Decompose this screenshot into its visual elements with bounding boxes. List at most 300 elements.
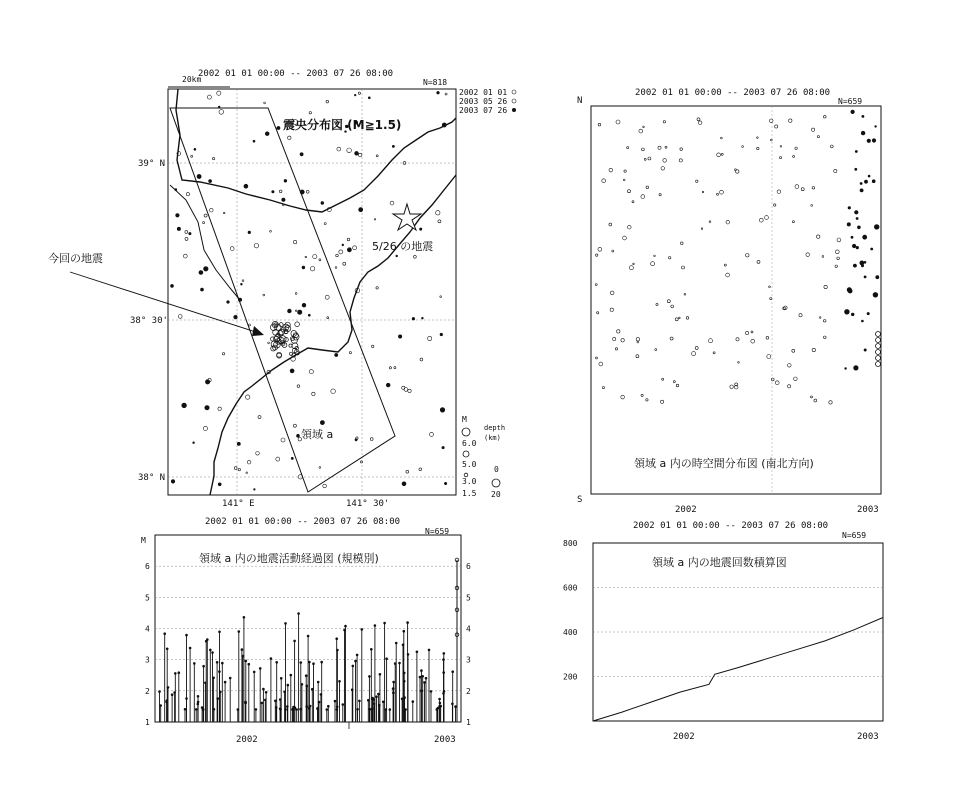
epicenter-dot xyxy=(404,388,408,392)
timespace-dot xyxy=(598,123,601,126)
magtime-bar-head xyxy=(312,662,315,665)
magtime-ytick: 5 xyxy=(145,593,150,603)
timespace-recent-dot xyxy=(854,168,857,171)
epicenter-dot xyxy=(197,174,201,178)
epicenter-dot xyxy=(343,262,346,265)
timespace-dot xyxy=(801,188,804,191)
timespace-dot xyxy=(676,384,679,387)
epicenter-dot xyxy=(209,180,212,183)
magtime-bar-head xyxy=(370,648,373,651)
epicenter-dot xyxy=(237,442,240,445)
magtime-bar-head xyxy=(297,612,300,615)
magtime-bar-head xyxy=(442,658,445,661)
epicenter-dot xyxy=(331,389,336,394)
timespace-dot xyxy=(670,337,673,340)
cumulative-xtick-2002: 2002 xyxy=(673,732,695,742)
magtime-bar-head xyxy=(342,703,345,706)
epicenter-dot xyxy=(234,467,237,470)
timespace-dot xyxy=(811,396,813,398)
timespace-dot xyxy=(794,377,798,381)
epicenter-dot xyxy=(246,472,248,474)
magtime-bar-head xyxy=(275,661,278,664)
timespace-dot xyxy=(621,339,624,342)
timespace-dot xyxy=(770,139,772,141)
magtime-bar-head xyxy=(377,693,380,696)
magtime-bar-head xyxy=(205,640,208,643)
magtime-bar-head xyxy=(245,660,248,663)
timespace-recent-dot xyxy=(872,138,876,142)
timespace-dot xyxy=(751,331,753,333)
magtime-ytick: 1 xyxy=(145,718,150,727)
timespace-dot xyxy=(623,179,625,181)
mag-legend-1-5: 1.5 xyxy=(462,489,477,498)
timespace-dot xyxy=(799,314,802,317)
magtime-header: 2002 01 01 00:00 -- 2003 07 26 08:00 xyxy=(205,517,401,527)
timespace-dot xyxy=(721,153,723,155)
epicenter-dot xyxy=(353,246,357,250)
cumulative-line xyxy=(593,618,883,722)
timespace-dot xyxy=(822,256,824,258)
timespace-recent-dot xyxy=(848,206,851,209)
timespace-dot xyxy=(742,146,744,148)
timespace-recent-dot xyxy=(861,131,865,135)
epicenter-dot xyxy=(244,184,248,188)
epicenter-dot xyxy=(358,92,360,94)
timespace-dot xyxy=(610,291,614,295)
epicenter-dot xyxy=(176,214,180,218)
magtime-bar-head xyxy=(361,628,364,631)
magtime-bar-head xyxy=(398,662,401,665)
magtime-bar-head xyxy=(420,669,423,672)
timespace-recent-dot xyxy=(870,248,873,251)
timespace-dot xyxy=(646,186,649,189)
timespace-dot xyxy=(788,385,791,388)
timespace-dot xyxy=(617,330,620,333)
timespace-dot xyxy=(746,331,749,334)
epicenter-dot xyxy=(241,283,243,285)
epicenter-dot xyxy=(288,309,292,313)
magtime-ytick: 6 xyxy=(145,562,150,572)
epicenter-dot xyxy=(246,395,250,399)
epicenter-dot xyxy=(186,193,189,196)
magtime-bar-head xyxy=(318,701,321,704)
timespace-recent-dot xyxy=(873,292,878,297)
timespace-dot xyxy=(686,317,689,320)
epicenter-dot xyxy=(203,222,205,224)
cumulative-ytick: 800 xyxy=(563,539,578,548)
cumulative-ytick: 600 xyxy=(563,583,578,593)
magtime-bar-head xyxy=(295,708,298,711)
map-header: 2002 01 01 00:00 -- 2003 07 26 08:00 xyxy=(198,69,394,79)
timespace-dot xyxy=(667,300,670,303)
epicenter-dot xyxy=(347,148,352,153)
timespace-dot xyxy=(632,201,634,203)
magtime-count: N=659 xyxy=(425,527,450,536)
epicenter-dot xyxy=(445,93,447,95)
epicenter-map-panel xyxy=(130,69,516,509)
magtime-bar-head xyxy=(293,640,296,643)
annotation-current-quake: 今回の地震 xyxy=(48,252,103,265)
timespace-dot xyxy=(602,179,606,183)
magtime-bar-head xyxy=(229,677,232,680)
magtime-bar-head xyxy=(158,690,161,693)
timespace-dot xyxy=(812,348,815,351)
timespace-dot xyxy=(641,394,643,396)
timespace-cluster-dot xyxy=(876,338,881,343)
epicenter-dot xyxy=(212,157,214,159)
lat-label-38-30: 38° 30' xyxy=(130,316,168,326)
timespace-dot xyxy=(596,357,598,359)
epicenter-dot xyxy=(370,438,373,441)
magtime-bar-head xyxy=(344,625,347,628)
epicenter-dot xyxy=(359,208,363,212)
epicenter-dot xyxy=(442,446,444,448)
epicenter-dot xyxy=(337,147,341,151)
epicenter-dot xyxy=(320,421,324,425)
epicenter-dot xyxy=(272,191,274,193)
epicenter-dot xyxy=(248,231,251,234)
magtime-bar-head xyxy=(392,681,395,684)
magtime-title: 領域 a 内の地震活動経過図 (規模別) xyxy=(199,552,379,565)
epicenter-dot xyxy=(279,190,282,193)
timespace-dot xyxy=(627,147,629,149)
timespace-dot xyxy=(662,378,664,380)
epicenter-dot xyxy=(436,211,440,215)
epicenter-dot xyxy=(282,198,285,201)
timespace-dot xyxy=(837,238,841,242)
epicenter-dot xyxy=(438,220,441,223)
epicenter-dot xyxy=(386,383,390,387)
magtime-bar-head xyxy=(244,702,247,705)
timespace-xtick-2002: 2002 xyxy=(675,505,697,515)
timespace-dot xyxy=(765,216,769,220)
epicenter-dot xyxy=(242,280,244,282)
timespace-dot xyxy=(817,136,819,138)
epicenter-dot xyxy=(182,403,187,408)
epicenter-dot xyxy=(217,91,221,95)
cumulative-ytick: 400 xyxy=(563,628,578,637)
magtime-bar-head xyxy=(166,648,169,651)
magtime-bar-head xyxy=(443,652,446,655)
timespace-cluster-dot xyxy=(876,350,881,355)
timespace-dot xyxy=(621,395,625,399)
epicenter-dot xyxy=(308,314,310,316)
magtime-bar-head xyxy=(241,648,244,651)
epicenter-dot xyxy=(389,367,391,369)
epicenter-dot xyxy=(310,267,314,271)
timespace-recent-dot xyxy=(844,309,849,314)
magtime-bar-head xyxy=(375,695,378,698)
magtime-bar-head xyxy=(336,706,339,709)
epicenter-dot xyxy=(302,266,305,269)
timespace-dot xyxy=(720,190,724,194)
magtime-bar-head xyxy=(309,705,312,708)
magtime-ytick: 4 xyxy=(145,624,150,634)
epicenter-dot xyxy=(254,244,258,248)
epicenter-dot xyxy=(302,303,306,307)
epicenter-dot xyxy=(347,238,350,241)
magtime-bar-head xyxy=(423,681,426,684)
epicenter-dot xyxy=(218,106,220,108)
timespace-dot xyxy=(681,242,684,245)
epicenter-dot xyxy=(312,392,315,395)
legend-date-3: 2003 07 26 xyxy=(459,106,508,115)
epicenter-dot xyxy=(284,179,287,182)
epicenter-dot xyxy=(422,317,424,319)
timespace-dot xyxy=(724,264,726,266)
magtime-bar-head xyxy=(371,698,374,701)
timespace-dot xyxy=(779,157,781,159)
epicenter-dot xyxy=(319,467,321,469)
timespace-dot xyxy=(717,153,721,157)
epicenter-dot xyxy=(440,296,442,298)
timespace-dot xyxy=(641,195,645,199)
timespace-count: N=659 xyxy=(838,97,863,106)
epicenter-dot xyxy=(290,369,294,373)
timespace-dot xyxy=(746,254,749,257)
timespace-dot xyxy=(679,317,681,319)
epicenter-dot xyxy=(234,315,238,319)
timespace-dot xyxy=(655,349,657,351)
epicenter-dot xyxy=(203,426,207,430)
magtime-bar-head xyxy=(185,634,188,637)
timespace-dot xyxy=(644,158,646,160)
timespace-dot xyxy=(792,221,794,223)
timespace-dot xyxy=(648,157,651,160)
epicenter-dot xyxy=(254,489,256,491)
timespace-dot xyxy=(599,362,603,366)
magtime-bar-head xyxy=(202,665,205,668)
magtime-bar-head xyxy=(159,704,162,707)
magtime-xtick-2003: 2003 xyxy=(434,735,456,745)
magtime-bar-head xyxy=(253,671,256,674)
timespace-dot xyxy=(759,218,763,222)
timespace-dot xyxy=(713,352,715,354)
epicenter-dot xyxy=(183,254,187,258)
depth-legend-title: depth xyxy=(484,424,506,432)
lon-label-141-30: 141° 30' xyxy=(346,499,390,509)
magtime-bar-head xyxy=(284,622,287,625)
magtime-bar-head xyxy=(255,708,258,711)
magtime-bar-head xyxy=(385,657,388,660)
timespace-dot xyxy=(654,255,656,257)
epicenter-dot xyxy=(396,255,398,257)
timespace-dot xyxy=(721,137,723,139)
magtime-bar-head xyxy=(224,681,227,684)
epicenter-dot xyxy=(442,123,446,127)
timespace-recent-dot xyxy=(851,236,854,239)
timespace-dot xyxy=(636,338,639,341)
magtime-bar-head xyxy=(437,707,440,710)
timespace-dot xyxy=(680,148,683,151)
magtime-bar-head xyxy=(211,651,214,654)
epicenter-dot xyxy=(222,353,224,355)
magtime-bar-head xyxy=(189,647,192,650)
timespace-dot xyxy=(824,115,827,118)
magtime-bar-head xyxy=(403,630,406,633)
epicenter-dot xyxy=(335,353,338,356)
timespace-dots xyxy=(595,110,880,404)
epicenter-dot xyxy=(355,439,357,441)
epicenter-dot xyxy=(204,267,209,272)
map-title: 震央分布図 (M≧1.5) xyxy=(283,118,402,132)
timespace-dot xyxy=(637,341,639,343)
magtime-bar-head xyxy=(305,674,308,677)
epicenter-dot xyxy=(175,189,177,191)
epicenter-dot xyxy=(376,287,378,289)
magtime-bar-head xyxy=(326,708,329,711)
magtime-bar-head xyxy=(412,700,415,703)
magtime-bar-head xyxy=(373,703,376,706)
timespace-recent-dot xyxy=(844,367,846,369)
epicenter-dot xyxy=(440,408,445,413)
timespace-dot xyxy=(812,187,815,190)
epicenter-dot xyxy=(295,310,297,312)
timespace-recent-dot xyxy=(862,235,867,240)
epicenter-dot xyxy=(199,271,203,275)
epicenter-dot xyxy=(281,438,285,442)
magtime-bar-head xyxy=(358,700,361,703)
epicenter-dot xyxy=(268,342,270,344)
epicenter-dot xyxy=(336,254,339,257)
magtime-bar-head xyxy=(379,673,382,676)
timespace-dot xyxy=(774,204,776,206)
timespace-dot xyxy=(598,247,602,251)
epicenter-dot xyxy=(191,155,193,157)
epicenter-dot xyxy=(248,324,250,326)
epicenter-dot xyxy=(437,91,440,94)
epicenter-dot xyxy=(305,256,307,258)
magtime-ytick-right: 5 xyxy=(466,593,471,603)
timespace-dot xyxy=(642,148,645,151)
timespace-dot xyxy=(775,381,779,385)
epicenter-dot xyxy=(402,482,406,486)
timespace-dot xyxy=(609,168,613,172)
epicenter-dot xyxy=(264,102,266,104)
timespace-dot xyxy=(767,355,771,359)
magtime-bar-head xyxy=(290,674,293,677)
timespace-dot xyxy=(795,147,797,149)
magtime-ytick: 2 xyxy=(145,686,150,696)
magtime-bar-head xyxy=(174,672,177,675)
timespace-dot xyxy=(696,180,698,182)
magtime-bar-head xyxy=(274,700,277,703)
timespace-recent-dot xyxy=(860,182,863,185)
magtime-bar-head xyxy=(430,690,433,693)
magtime-bar-head xyxy=(193,662,196,665)
epicenter-dot xyxy=(321,202,324,205)
magtime-bar-head xyxy=(243,616,246,619)
timespace-dot xyxy=(615,348,617,350)
magtime-bar-head xyxy=(389,708,392,711)
timespace-dot xyxy=(738,362,740,364)
cluster-dot xyxy=(295,322,300,327)
magtime-bar-head xyxy=(218,631,221,634)
magtime-ytick-right: 2 xyxy=(466,686,471,696)
magtime-bar-head xyxy=(374,624,377,627)
magtime-bar-head xyxy=(284,708,287,711)
timespace-dot xyxy=(709,221,711,223)
timespace-dot xyxy=(792,349,795,352)
timespace-recent-dot xyxy=(861,264,864,267)
timespace-dot xyxy=(661,400,664,403)
epicenter-dot xyxy=(230,247,234,251)
timespace-dot xyxy=(613,337,616,340)
timespace-recent-dot xyxy=(874,224,879,229)
epicenter-dot xyxy=(265,132,269,136)
timespace-dot xyxy=(757,137,759,139)
timespace-recent-dot xyxy=(860,189,864,193)
cluster-dot xyxy=(275,334,282,341)
timespace-dot xyxy=(814,399,817,402)
timespace-recent-dot xyxy=(861,320,864,323)
timespace-dot xyxy=(811,205,813,207)
magtime-bar-head xyxy=(439,705,442,708)
cluster-dot xyxy=(289,344,292,347)
magtime-bar-head xyxy=(279,698,282,701)
epicenter-dot xyxy=(326,100,329,103)
epicenter-dot xyxy=(205,406,209,410)
magtime-bar-head xyxy=(407,653,410,656)
timespace-dot xyxy=(663,121,665,123)
magtime-bar-head xyxy=(383,622,386,625)
epicenter-dot xyxy=(349,352,351,354)
epicenter-dot xyxy=(300,190,304,194)
magtime-bar-head xyxy=(195,708,198,711)
timespace-dot xyxy=(757,260,760,263)
magtime-bar-head xyxy=(270,657,273,660)
epicenter-dot xyxy=(394,367,396,369)
timespace-dot xyxy=(736,338,739,341)
timespace-dot xyxy=(675,318,678,321)
epicenter-dot xyxy=(428,336,432,340)
epicenter-dot xyxy=(293,240,296,243)
timespace-dot xyxy=(709,339,713,343)
magtime-bar-head xyxy=(280,677,283,680)
timespace-dot xyxy=(777,190,781,194)
timespace-dot xyxy=(595,284,597,286)
epicenter-dot xyxy=(390,201,394,205)
magtime-ylabel: M xyxy=(141,536,146,545)
epicenter-dot xyxy=(324,223,326,225)
timespace-south: S xyxy=(577,495,583,505)
region-a-outline xyxy=(170,108,395,492)
epicenter-dot xyxy=(440,333,443,336)
epicenter-dot xyxy=(309,112,311,114)
magtime-bar-head xyxy=(261,702,264,705)
map-scale-label: 20km xyxy=(182,75,202,84)
mag-legend-5: 5.0 xyxy=(462,460,477,469)
epicenter-dot xyxy=(298,310,302,314)
timespace-dot xyxy=(769,286,771,288)
epicenter-dot xyxy=(277,126,280,129)
epicenter-dot xyxy=(354,94,356,96)
magtime-bar-head xyxy=(334,700,337,703)
epicenter-dot xyxy=(319,259,321,261)
timespace-dot xyxy=(795,185,799,189)
timespace-title: 領域 a 内の時空間分布図 (南北方向) xyxy=(634,457,814,470)
map-count: N=818 xyxy=(423,78,448,87)
timespace-recent-dot xyxy=(864,180,868,184)
epicenter-dot xyxy=(408,389,411,392)
magtime-bar-head xyxy=(265,691,268,694)
epicenter-dot xyxy=(218,483,221,486)
magtime-bar-head xyxy=(213,708,216,711)
epicenter-dot xyxy=(210,208,214,212)
timespace-dot xyxy=(735,169,737,171)
timespace-dot xyxy=(775,125,778,128)
epicenter-dot xyxy=(204,214,207,217)
